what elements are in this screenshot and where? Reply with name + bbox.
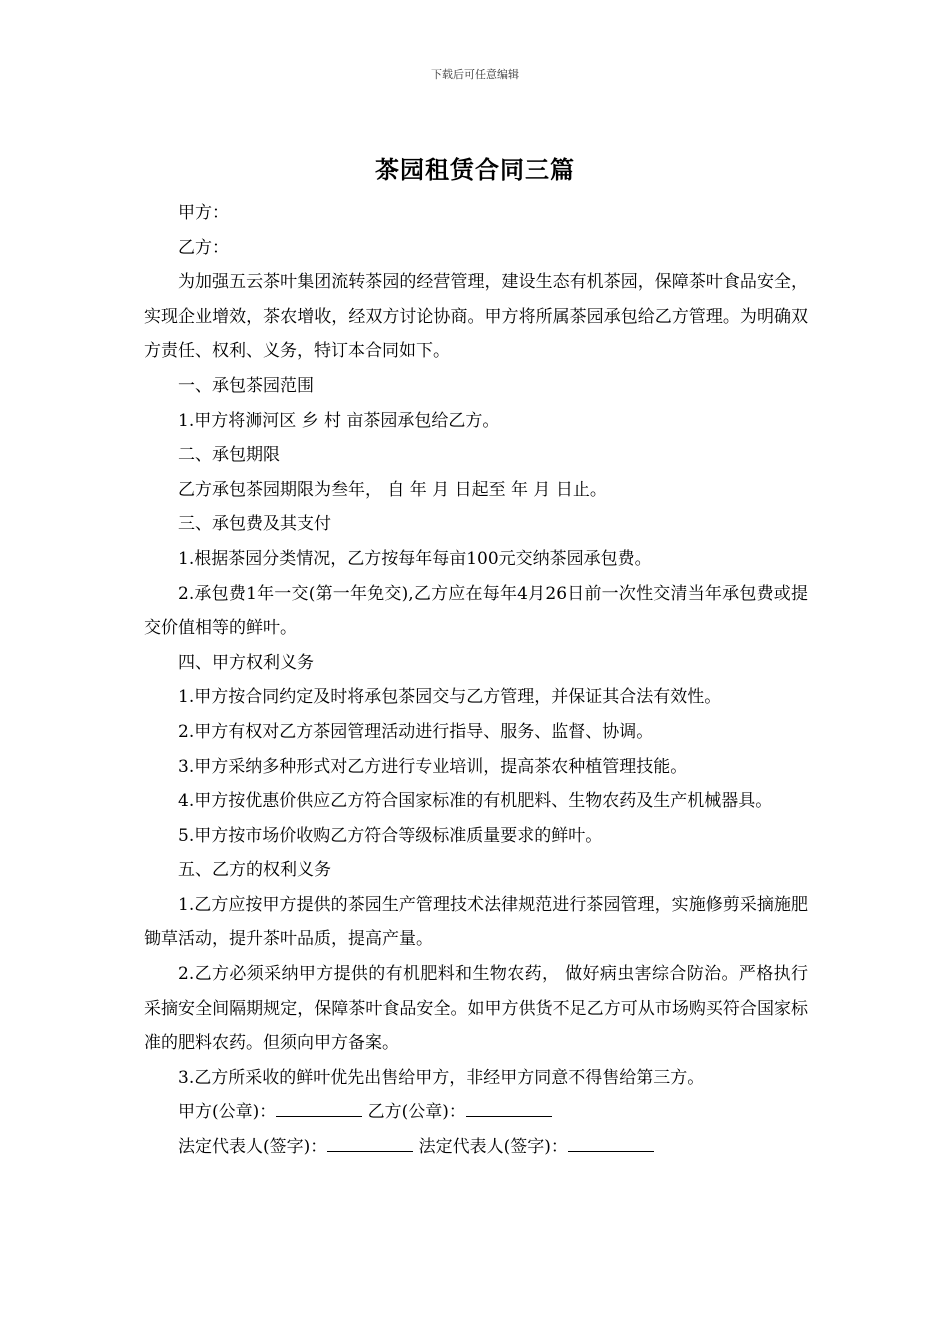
paragraph-5-1: 1.乙方应按甲方提供的茶园生产管理技术法律规范进行茶园管理，实施修剪采摘施肥锄草活动，提升茶叶品质，提高产量。 xyxy=(144,894,808,950)
paragraph-4-1: 1.甲方按合同约定及时将承包茶园交与乙方管理，并保证其合法有效性。 xyxy=(178,687,722,708)
section-heading-4: 四、甲方权利义务 xyxy=(178,652,314,673)
rep-b-label: 法定代表人(签字)： xyxy=(418,1137,568,1158)
paragraph-4-2: 2.甲方有权对乙方茶园管理活动进行指导、服务、监督、协调。 xyxy=(178,721,654,742)
paragraph-preamble: 为加强五云茶叶集团流转茶园的经营管理，建设生态有机茶园，保障茶叶食品安全，实现企业增效，茶农增收，经双方讨论协商。甲方将所属茶园承包给乙方管理。为明确双方责任、权利、义务，特订本合同如下。 xyxy=(144,272,808,362)
document-body xyxy=(144,196,808,1165)
seal-b-label: 乙方(公章)： xyxy=(367,1102,466,1123)
section-heading-5: 五、乙方的权利义务 xyxy=(178,860,331,881)
signature-rep-row xyxy=(144,1130,808,1165)
paragraph-party-b: 乙方： xyxy=(178,237,229,258)
paragraph-3-2: 2.承包费1年一交(第一年免交),乙方应在每年4月26日前一次性交清当年承包费或提交价值相等的鲜叶。 xyxy=(144,583,808,639)
document-title: 茶园租赁合同三篇 xyxy=(375,155,575,184)
seal-a-blank xyxy=(276,1102,362,1117)
section-heading-1: 一、承包茶园范围 xyxy=(178,375,314,396)
paragraph-4-4: 4.甲方按优惠价供应乙方符合国家标准的有机肥料、生物农药及生产机械器具。 xyxy=(178,791,773,812)
rep-b-blank xyxy=(568,1137,654,1152)
section-heading-2: 二、承包期限 xyxy=(178,445,280,466)
seal-b-blank xyxy=(466,1102,552,1117)
rep-a-blank xyxy=(327,1137,413,1152)
paragraph-1-1: 1.甲方将浉河区 乡 村 亩茶园承包给乙方。 xyxy=(178,410,500,431)
paragraph-4-5: 5.甲方按市场价收购乙方符合等级标准质量要求的鲜叶。 xyxy=(178,825,603,846)
signature-seal-row xyxy=(144,1095,808,1130)
paragraph-3-1: 1.根据茶园分类情况，乙方按每年每亩100元交纳茶园承包费。 xyxy=(178,548,652,569)
section-heading-3: 三、承包费及其支付 xyxy=(178,514,331,535)
page-header: 下载后可任意编辑 xyxy=(431,68,519,81)
paragraph-party-a: 甲方： xyxy=(178,203,229,223)
rep-a-label: 法定代表人(签字)： xyxy=(178,1137,328,1158)
paragraph-5-3: 3.乙方所采收的鲜叶优先出售给甲方，非经甲方同意不得售给第三方。 xyxy=(178,1067,705,1088)
seal-a-label: 甲方(公章)： xyxy=(178,1102,277,1123)
paragraph-5-2: 2.乙方必须采纳甲方提供的有机肥料和生物农药， 做好病虫害综合防治。严格执行采摘安全间隔期规定，保障茶叶食品安全。如甲方供货不足乙方可从市场购买符合国家标准的肥料农药。但须向甲方备案。 xyxy=(144,964,808,1054)
paragraph-2-1: 乙方承包茶园期限为叁年， 自 年 月 日起至 年 月 日止。 xyxy=(178,479,607,500)
paragraph-4-3: 3.甲方采纳多种形式对乙方进行专业培训，提高茶农种植管理技能。 xyxy=(178,756,688,777)
